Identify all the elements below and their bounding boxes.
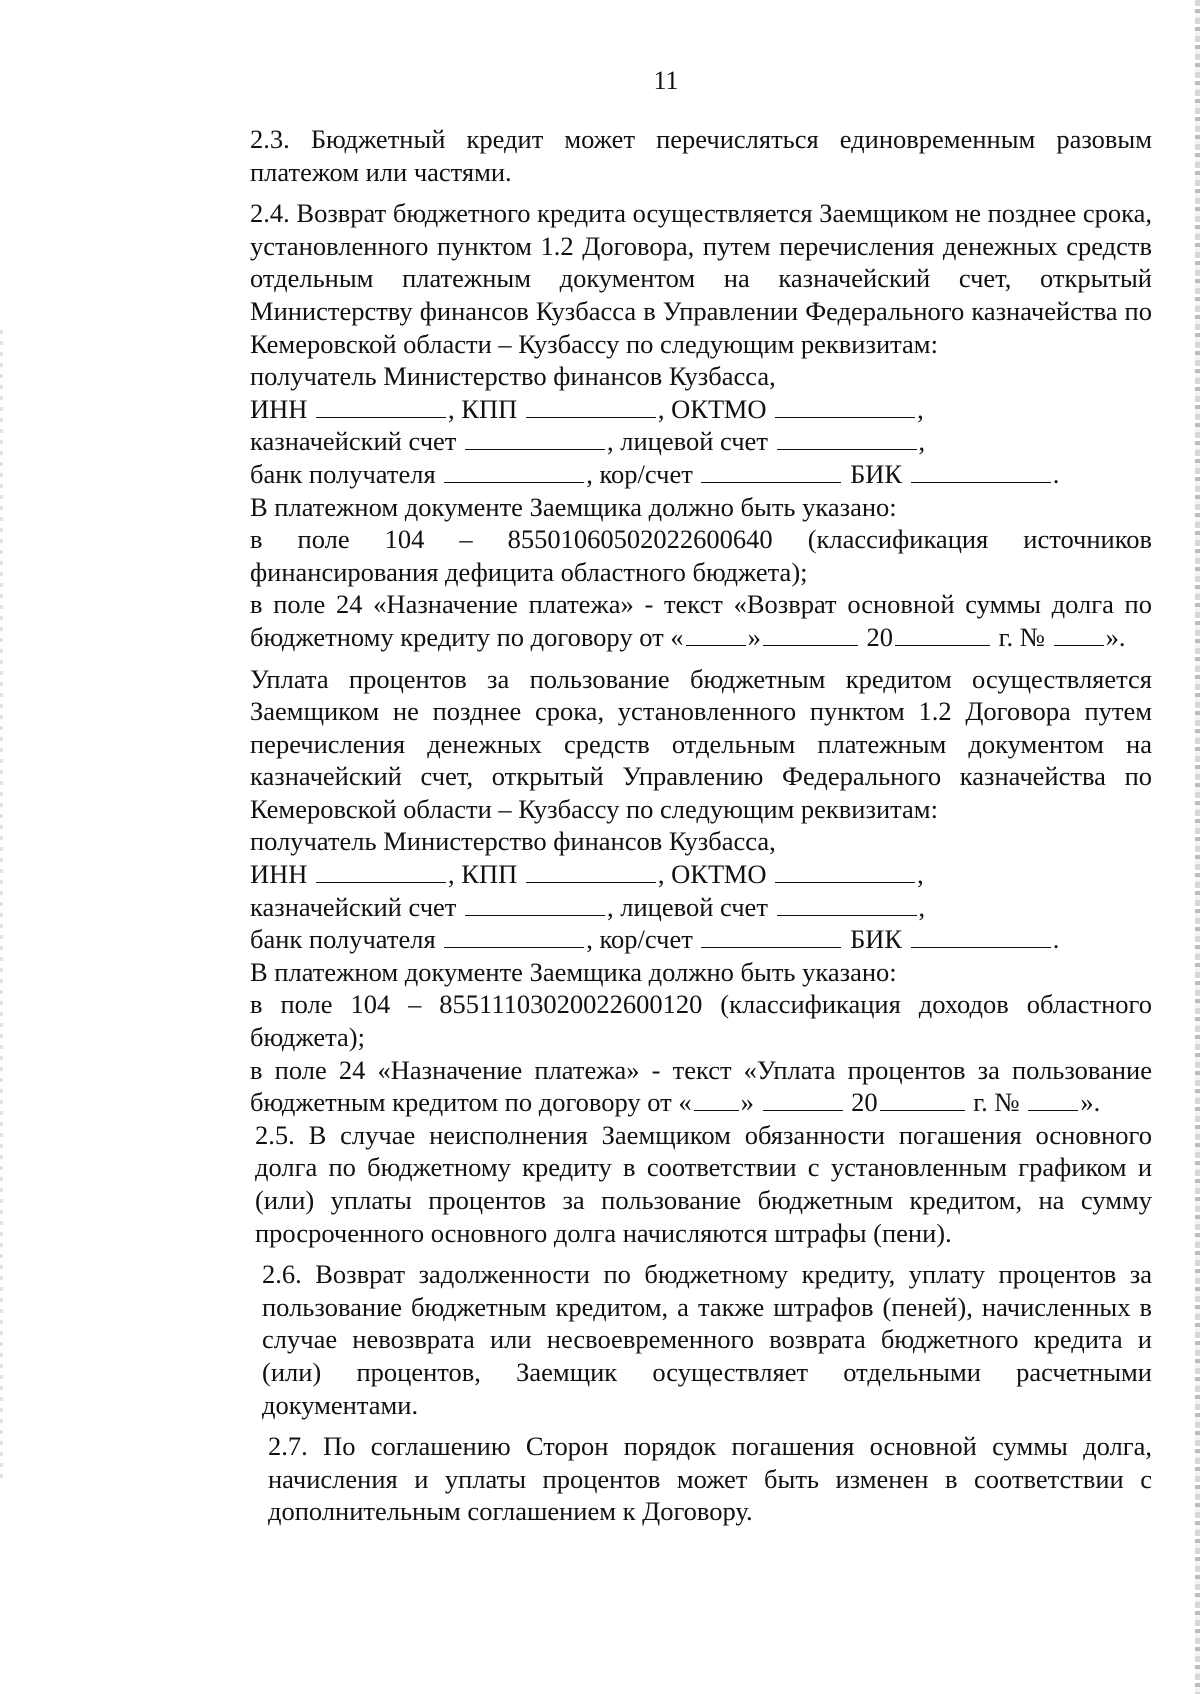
bank-blank	[444, 460, 584, 483]
month-blank	[763, 623, 858, 646]
oktmo-blank	[775, 860, 915, 883]
payment-doc-intro: В платежном документе Заемщика должно быть указано:	[250, 956, 897, 987]
principal-field-24	[179, 588, 1152, 653]
period: .	[1052, 924, 1060, 955]
comma: ,	[917, 859, 924, 890]
year-blank	[895, 623, 990, 646]
requisites-codes-line	[179, 393, 1152, 426]
field-24-end: ».	[1105, 621, 1126, 652]
bank-blank	[444, 925, 584, 948]
interest-field-104: в поле 104 – 85511103020022600120 (классификация доходов областного бюджета);	[250, 989, 1152, 1053]
clause-2-3: 2.3. Бюджетный кредит может перечисляться единовременным разовым платежом или частями.	[250, 124, 1152, 187]
day-blank	[686, 623, 746, 646]
corr-account-blank	[701, 925, 841, 948]
day-blank	[694, 1088, 739, 1111]
page-number: 11	[653, 66, 679, 95]
comma: ,	[918, 891, 926, 922]
inn-label: ИНН	[250, 859, 308, 890]
interest-paragraph: Уплата процентов за пользование бюджетным кредитом осуществляется Заемщиком не позднее срока, установленного пунктом 1.2 Договора путем перечисления денежных средств отдельным платежным документом на казначейский счет, открытый Управлению Федерального казначейства по Кемеровской области – Кузбассу по следующим реквизитам:	[250, 663, 1152, 824]
oktmo-label: , ОКТМО	[657, 859, 767, 890]
bank-label: банк получателя	[250, 458, 436, 489]
field-24-end: ».	[1080, 1087, 1101, 1118]
year-suffix: г.	[973, 1087, 988, 1118]
inn-blank	[316, 860, 446, 883]
corr-account-label: , кор/счет	[586, 924, 693, 955]
bik-blank	[911, 460, 1051, 483]
period: .	[1052, 458, 1060, 489]
principal-field-24-text: в поле 24 «Назначение платежа» - текст «Возврат основной суммы долга по бюджетному кредиту по договору от «	[250, 589, 1152, 652]
number-sign: №	[994, 1087, 1020, 1118]
kpp-blank	[526, 860, 656, 883]
kpp-label: , КПП	[448, 393, 518, 424]
clause-2-7: 2.7. По соглашению Сторон порядок погашения основной суммы долга, начисления и уплаты процентов может быть изменен в соответствии с дополнительным соглашением к Договору.	[268, 1431, 1152, 1527]
bik-label: БИК	[850, 458, 903, 489]
clause-2-5: 2.5. В случае неисполнения Заемщиком обязанности погашения основного долга по бюджетному кредиту в соответствии с установленным графиком и (или) уплаты процентов за пользование бюджетным кредитом, на сумму просроченного основного долга начисляются штрафы (пени).	[255, 1119, 1152, 1248]
inn-blank	[316, 395, 446, 418]
number-blank	[1028, 1088, 1078, 1111]
requisites-bank-line	[179, 458, 1152, 491]
clause-2-6: 2.6. Возврат задолженности по бюджетному кредиту, уплату процентов за пользование бюджетным кредитом, а также штрафов (пеней), начисленных в случае невозврата или несвоевременного возврата бюджетного кредита и (или) процентов, Заемщик осуществляет отдельными расчетными документами.	[262, 1259, 1152, 1420]
quote-close: »	[747, 621, 761, 652]
personal-account-label: , лицевой счет	[607, 891, 768, 922]
requisites-accounts-line	[179, 891, 1152, 924]
requisites-codes-line	[179, 858, 1152, 891]
kpp-blank	[526, 395, 656, 418]
oktmo-blank	[775, 395, 915, 418]
year-blank	[880, 1088, 965, 1111]
number-sign: №	[1019, 621, 1045, 652]
requisites-accounts-line	[179, 425, 1152, 458]
number-blank	[1054, 623, 1104, 646]
comma: ,	[918, 426, 926, 457]
month-blank	[763, 1088, 843, 1111]
personal-account-blank	[777, 427, 917, 450]
treasury-account-label: казначейский счет	[250, 426, 457, 457]
year-suffix: г.	[998, 621, 1014, 652]
interest-field-24	[179, 1054, 1152, 1119]
treasury-account-blank	[465, 893, 605, 916]
principal-requisites	[179, 360, 1152, 490]
bik-label: БИК	[850, 924, 903, 955]
year-prefix: 20	[851, 1087, 878, 1118]
comma: ,	[917, 393, 924, 424]
clause-2-4: 2.4. Возврат бюджетного кредита осуществляется Заемщиком не позднее срока, установленного пунктом 1.2 Договора, путем перечисления денежных средств отдельным платежным документом на казначейский счет, открытый Министерству финансов Кузбасса в Управлении Федерального казначейства по Кемеровской области – Кузбассу по следующим реквизитам:	[250, 198, 1152, 359]
requisites-recipient: получатель Министерство финансов Кузбасса,	[250, 361, 776, 392]
document-body	[179, 123, 1152, 1528]
corr-account-blank	[701, 460, 841, 483]
treasury-account-blank	[465, 427, 605, 450]
principal-field-104: в поле 104 – 85501060502022600640 (классификация источников финансирования дефицита областного бюджета);	[250, 524, 1152, 587]
inn-label: ИНН	[250, 393, 308, 424]
payment-doc-intro: В платежном документе Заемщика должно быть указано:	[250, 491, 897, 522]
year-prefix: 20	[866, 621, 893, 652]
corr-account-label: , кор/счет	[586, 458, 693, 489]
treasury-account-label: казначейский счет	[250, 891, 457, 922]
requisites-bank-line	[179, 923, 1152, 956]
scan-edge-artifact	[1195, 0, 1200, 1694]
bik-blank	[911, 925, 1051, 948]
scan-edge-left-artifact	[0, 330, 3, 1480]
personal-account-label: , лицевой счет	[607, 426, 768, 457]
kpp-label: , КПП	[448, 859, 518, 890]
bank-label: банк получателя	[250, 924, 436, 955]
interest-field-24-text: в поле 24 «Назначение платежа» - текст «Уплата процентов за пользование бюджетным кредитом по договору от «	[250, 1054, 1152, 1118]
oktmo-label: , ОКТМО	[657, 393, 767, 424]
interest-requisites	[179, 825, 1152, 955]
quote-close: »	[740, 1087, 754, 1118]
personal-account-blank	[777, 893, 917, 916]
requisites-recipient: получатель Министерство финансов Кузбасса,	[250, 826, 776, 857]
